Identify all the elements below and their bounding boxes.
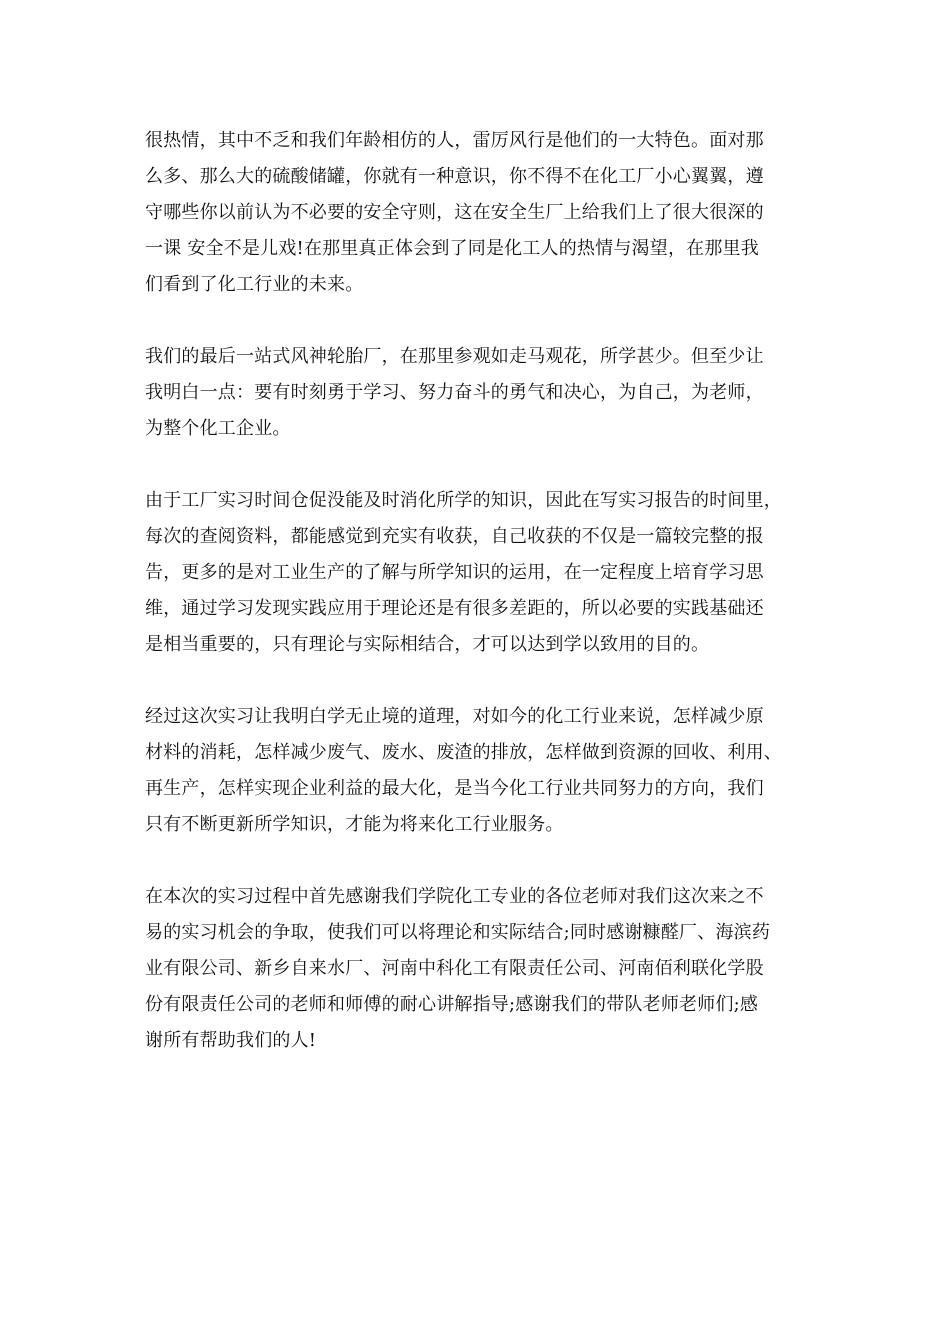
text-line: 由于工厂实习时间仓促没能及时消化所学的知识，因此在写实习报告的时间里，: [145, 490, 782, 511]
text-line: 材料的消耗，怎样减少废气、废水、废渣的排放，怎样做到资源的回收、利用、: [145, 742, 782, 763]
text-line: 谢所有帮助我们的人!: [145, 1030, 317, 1051]
text-line: 是相当重要的，只有理论与实际相结合，才可以达到学以致用的目的。: [145, 634, 710, 655]
document-body: [145, 123, 815, 1095]
paragraph-5: [145, 879, 815, 1059]
text-line: 我明白一点：要有时刻勇于学习、努力奋斗的勇气和决心，为自己，为老师，: [145, 382, 764, 403]
text-line: 在本次的实习过程中首先感谢我们学院化工专业的各位老师对我们这次来之不: [145, 886, 764, 907]
text-line: 经过这次实习让我明白学无止境的道理，对如今的化工行业来说，怎样减少原: [145, 706, 764, 727]
text-line: 每次的查阅资料，都能感觉到充实有收获，自己收获的不仅是一篇较完整的报: [145, 526, 764, 547]
text-line: 维，通过学习发现实践应用于理论还是有很多差距的，所以必要的实践基础还: [145, 598, 764, 619]
text-line: 易的实习机会的争取，使我们可以将理论和实际结合;同时感谢糠醛厂、海滨药: [145, 922, 771, 943]
text-line: 份有限责任公司的老师和师傅的耐心讲解指导;感谢我们的带队老师老师们;感: [145, 994, 759, 1015]
text-line: 业有限公司、新乡自来水厂、河南中科化工有限责任公司、河南佰利联化学股: [145, 958, 764, 979]
paragraph-3: [145, 483, 815, 663]
text-line: 告，更多的是对工业生产的了解与所学知识的运用，在一定程度上培育学习思: [145, 562, 764, 583]
text-line: 再生产，怎样实现企业利益的最大化，是当今化工行业共同努力的方向，我们: [145, 778, 764, 799]
text-line: 们看到了化工行业的未来。: [145, 274, 364, 295]
paragraph-1: [145, 123, 815, 303]
text-line: 一课 安全不是儿戏!在那里真正体会到了同是化工人的热情与渴望，在那里我: [145, 238, 759, 259]
text-line: 么多、那么大的硫酸储罐，你就有一种意识，你不得不在化工厂小心翼翼，遵: [145, 166, 764, 187]
paragraph-4: [145, 699, 815, 843]
text-line: 为整个化工企业。: [145, 418, 291, 439]
text-line: 我们的最后一站式风神轮胎厂，在那里参观如走马观花，所学甚少。但至少让: [145, 346, 764, 367]
text-line: 只有不断更新所学知识，才能为将来化工行业服务。: [145, 814, 564, 835]
text-line: 守哪些你以前认为不必要的安全守则，这在安全生厂上给我们上了很大很深的: [145, 202, 764, 223]
paragraph-2: [145, 339, 815, 447]
text-line: 很热情，其中不乏和我们年龄相仿的人，雷厉风行是他们的一大特色。面对那: [145, 130, 764, 151]
